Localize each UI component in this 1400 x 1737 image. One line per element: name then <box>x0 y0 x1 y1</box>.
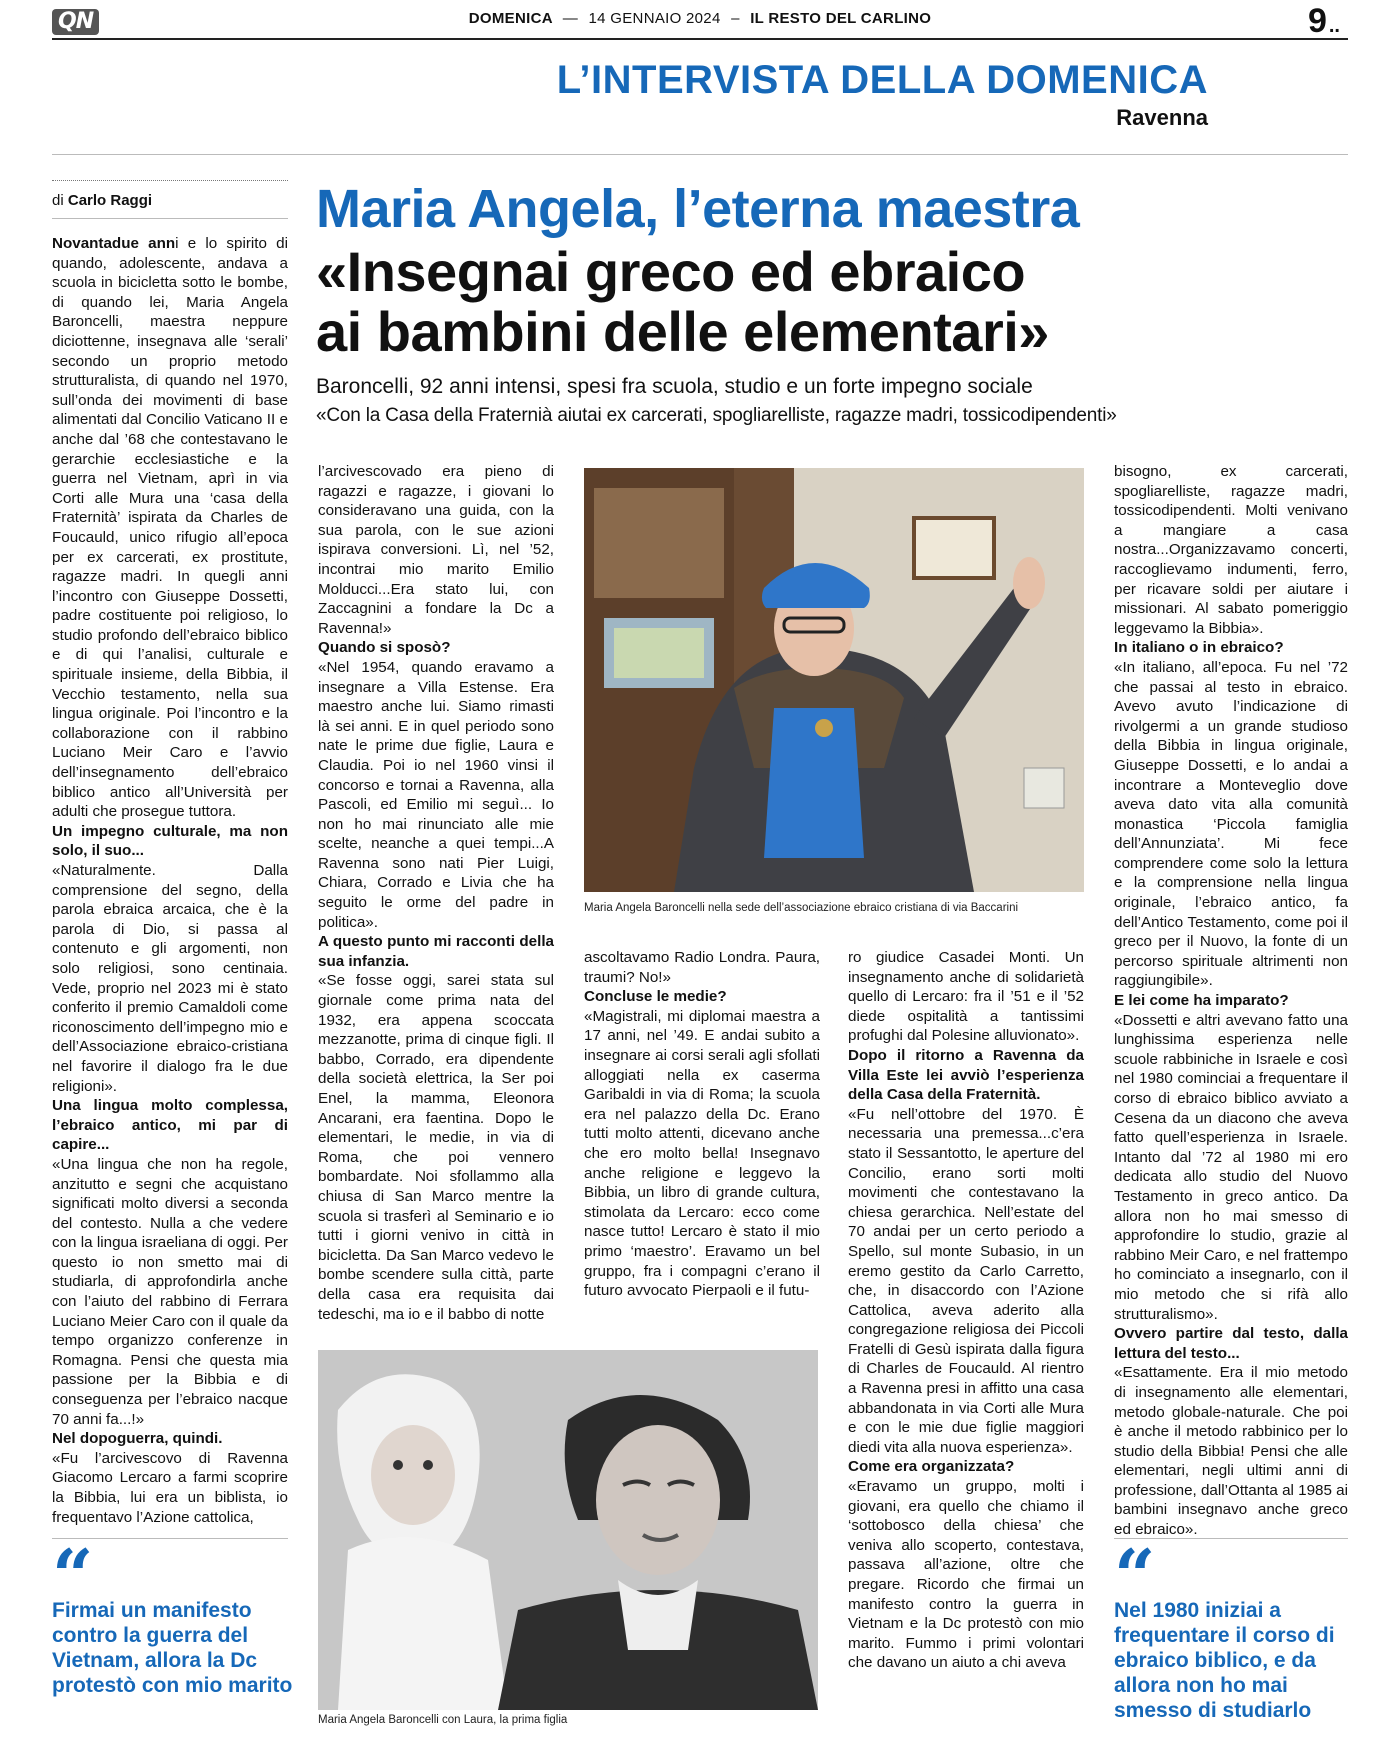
section-title: L’INTERVISTA DELLA DOMENICA <box>556 58 1208 102</box>
answer: «Dossetti e altri avevano fatto una lunghissima esperienza nelle scuole rabbiniche in Israele e così nel 1980 cominciai a frequentare il corso di ebraico biblico avviato a Cesena da un diacono che aveva fatto quell’esperienza in Israele. Intanto dal ’72 al 1980 mi ero dedicata allo studio del Nuovo Testamento in greco antico. Da allora non ho mai smesso di approfondire lo studio, grazie al rabbino Meir Caro, e nel frattempo ho cominciato a insegnarlo, con il mio metodo che si rifà allo strutturalismo». <box>1114 1011 1348 1323</box>
section-city: Ravenna <box>1116 105 1208 130</box>
question: Un impegno culturale, ma non solo, il suo... <box>52 822 288 860</box>
answer: l’arcivescovado era pieno di ragazzi e ragazze, i giovani lo consideravano una guida, con la sua parola, con le sue azioni ispirava conversioni. Lì, nel ’52, incontrai mio marito Emilio Molducci...Era stato lui, con Zaccagnini a fondare la Dc a Ravenna!» <box>318 463 554 637</box>
article-column-2 <box>318 462 554 1323</box>
answer: «In italiano, all’epoca. Fu nel ’72 che passai al testo in ebraico. Avevo avuto l’indicazione di rivolgermi a un grande studioso della Bibbia in lingua originale, Giuseppe Dossetti, e lo andai a incontrare a Monteveglio dove aveva dato vita alla comunità monastica ‘Piccola famiglia dell’Annunziata’. Mi fece comprendere come solo la lettura e la comprensione nella lingua originale, l’ebraico antico, fa dell’Antico Testamento, come poi il greco per il Nuovo, la fonte di un percorso spirituale altrimenti non raggiungibile». <box>1114 658 1348 990</box>
question: Quando si sposò? <box>318 639 451 657</box>
section-divider <box>52 154 1348 155</box>
byline-rule-bottom <box>52 218 288 219</box>
answer: ascoltavamo Radio Londra. Paura, traumi? No!» <box>584 949 820 986</box>
article-column-1 <box>52 234 288 1524</box>
photo-maria-angela-with-laura-image <box>318 1350 818 1710</box>
headline-line-1: Maria Angela, l’eterna maestra <box>316 179 1080 239</box>
answer: «Una lingua che non ha regole, anzitutto e segni che acquistano significati molto diversi a seconda del contesto. Nulla a che vedere con la lingua israeliana di oggi. Per questo io non smetto mai di studiarla, di approfondirla anche con l’aiuto del rabbino di Ferrara Luciano Meier Caro con il quale da tempo organizzo conferenze in Romagna. Pensi che questa mia passione per la Bibbia e di conseguenza per l’ebraico nacque 70 anni fa...!» <box>52 1155 288 1428</box>
dateline-dash-2: – <box>731 10 740 27</box>
dateline-paper: IL RESTO DEL CARLINO <box>750 10 932 27</box>
qn-logo: QN <box>52 9 99 35</box>
photo-caption-2: Maria Angela Baroncelli con Laura, la prima figlia <box>318 1714 568 1726</box>
question: Nel dopoguerra, quindi. <box>52 1430 223 1448</box>
byline-author: Carlo Raggi <box>67 192 153 209</box>
headline-line-3: ai bambini delle elementari» <box>316 300 1049 363</box>
article-column-5 <box>1114 462 1348 1550</box>
answer: «Nel 1954, quando eravamo a insegnare a Villa Estense. Era maestro anche lui. Siamo rimasti là sei anni. E in quel periodo sono nate le prime due figlie, Laura e Claudia. Poi io nel 1960 vinsi il concorso e tornai a Ravenna, alla Pascoli, ed Emilio mi seguì... Io non ho mai rinunciato alle mie scelte, neanche a quei tempi...A Ravenna sono nati Pier Luigi, Chiara, Corrado e Livia che ha seguito le orme del padre in politica». <box>318 658 554 931</box>
answer: «Fu l’arcivescovo di Ravenna Giacomo Lercaro a farmi scoprire la Bibbia, lui era un biblista, io frequentavo l’Azione cattolica, <box>52 1449 288 1526</box>
dateline <box>52 10 1348 27</box>
answer: «Esattamente. Era il mio metodo di insegnamento alle elementari, metodo globale-naturale. Che poi è anche il metodo rabbinico per lo studio della Bibbia! Pensi che alle elementari, negli ultimi anni di professione, dall’Ottanta al 1985 ai bambini insegnavo anche greco ed ebraico». <box>1114 1364 1348 1539</box>
headline-block <box>316 180 1348 428</box>
byline <box>52 192 152 209</box>
question: Ovvero partire dal testo, dalla lettura del testo... <box>1114 1325 1348 1362</box>
lead-paragraph: Novantadue anni e lo spirito di quando, adolescente, andava a scuola in bicicletta sotto le bombe, di quando lei, Maria Angela Baroncelli, maestra neppure diciottenne, insegnava alle ‘serali’ secondo un proprio metodo strutturalista, di quando nel 1970, sull’onda dei movimenti di base alimentati dal Concilio Vaticano II e anche dal ’68 che contestavano le gerarchie ecclesiastiche e la guerra nel Vietnam, aprì in via Corti alle Mura una ‘casa della Fraternità’ ispirata da Charles de Foucauld, unico rifugio all’epoca per ex carcerati, ex prostitute, ragazze madri. In quegli anni l’incontro con Giuseppe Dossetti, padre costituente poi religioso, lo studio profondo dell’ebraico biblico e di qui l’analisi, culturale e spirituale insieme, della Bibbia, il Vecchio testamento, nella sua lingua originale. Poi l’incontro e la collaborazione con il rabbino Luciano Meir Caro e l’avvio dell’insegnamento dell’ebraico biblico antico all’Università per adulti che prosegue tuttora. <box>52 235 288 821</box>
question: E lei come ha imparato? <box>1114 992 1289 1010</box>
photo-maria-angela-office <box>584 468 1084 892</box>
headline-line-2: «Insegnai greco ed ebraico <box>316 240 1026 303</box>
photo-caption-1: Maria Angela Baroncelli nella sede dell’associazione ebraico cristiana di via Baccarini <box>584 902 1019 914</box>
pullquote-right-text: Nel 1980 iniziai a frequentare il corso di ebraico biblico, e da allora non ho mai smesso di studiarlo <box>1114 1599 1335 1722</box>
byline-prefix: di <box>52 192 64 209</box>
page-number: 9 .. <box>1307 2 1340 40</box>
question: Una lingua molto complessa, l’ebraico antico, mi par di capire... <box>52 1097 288 1154</box>
question: In italiano o in ebraico? <box>1114 639 1284 657</box>
dateline-dash: — <box>562 10 579 27</box>
answer: ro giudice Casadei Monti. Un insegnamento anche di solidarietà quello di Lercaro: fra il ’51 e il ’52 diede ospitalità a tantissimi profughi dal Polesine alluvionato». <box>848 949 1084 1045</box>
answer: «Magistrali, mi diplomai maestra a 17 anni, nel ’49. E andai subito a insegnare ai corsi serali agli sfollati alloggiati nella ex caserma Garibaldi in via di Roma; la scuola era nel palazzo della Dc. Erano tutti molto attenti, dicevano anche che ero molto bella! Insegnavo anche religione e leggevo la Bibbia, un libro di grande cultura, stimolata da Lercaro: ecco come nasce tutto! Lercaro è stato il mio primo ‘maestro’. Eravamo un bel gruppo, fra i compagni c’erano il futuro avvocato Pierpaoli e il futu- <box>584 1007 820 1300</box>
answer: «Se fosse oggi, sarei stata sul giornale come prima nata del 1932, era appena scoccata mezzanotte, prima di cinque figli. Il babbo, Corrado, era dipendente della società elettrica, la Ser poi Enel, la mamma, Eleonora Ancarani, era faentina. Dopo le elementari, le medie, in via di Roma, che poi vennero bombardate. Noi sfollammo alla chiusa di San Marco mentre la scuola si trasferì al Seminario e io tutti i giorni venivo in città in bicicletta. Da San Marco vedevo le bombe scendere sulla città, parte della casa era requisita dai tedeschi, ma io e il babbo di notte <box>318 972 554 1323</box>
article-column-3 <box>584 948 820 1334</box>
pullquote-left <box>52 1533 302 1698</box>
answer: bisogno, ex carcerati, spogliarelliste, ragazze madri, tossicodipendenti. Molti venivano a mangiare a casa nostra...Organizzavamo concerti, raccoglievamo indumenti, ferro, per ricavare soldi per aiutare i missionari. Al sabato pomeriggio leggevamo la Bibbia». <box>1114 463 1348 637</box>
byline-rule-top <box>52 180 288 181</box>
quote-mark-icon: “ <box>1114 1533 1156 1618</box>
pullquote-right <box>1114 1533 1350 1723</box>
photo-maria-angela-office-image <box>584 468 1084 892</box>
dateline-day: DOMENICA <box>468 10 553 27</box>
question: Concluse le medie? <box>584 988 727 1006</box>
photo-maria-angela-with-laura <box>318 1350 818 1710</box>
answer: «Fu nell’ottobre del 1970. È necessaria una premessa...c’era stato il Sessantotto, le aperture del Concilio, erano sorti molti movimenti che contestavano la chiesa gerarchica. Nell’estate del 70 andai per un certo periodo a Spello, sul monte Subasio, in un eremo gestito da Carlo Carretto, che, in disaccordo con l’Azione Cattolica, aveva aderito alla congregazione religiosa dei Piccoli Fratelli di Gesù ispirata dalla figura di Charles de Foucauld. Al rientro a Ravenna presi in affitto una casa abbandonata in via Corti alle Mura e con le mie due figlie maggiori diedi vita alla nuova esperienza». <box>848 1105 1084 1456</box>
answer: «Naturalmente. Dalla comprensione del segno, della parola ebraica arcaica, che è la parola di Dio, si passa al contenuto e gli argomenti, non solo religiosi, sono centinaia. Vede, proprio nel 2023 mi è stato conferito il premio Camaldoli come riconoscimento dell’impegno mio e dell’Associazione ebraico-cristiana nel favorire il dialogo fra le due religioni». <box>52 862 288 1095</box>
question: A questo punto mi racconti della sua infanzia. <box>318 933 554 970</box>
quote-mark-icon: “ <box>52 1533 94 1618</box>
masthead <box>52 2 1348 40</box>
answer: «Eravamo un gruppo, molti i giovani, era quello che chiamo il ‘sottobosco della chiesa’ che veniva allo scoperto, contestava, passava all’azione, oltre che pregare. Ricordo che firmai un manifesto contro la guerra in Vietnam e la Dc protestò con mio marito. Fummo i primi volontari che davano un aiuto a chi aveva <box>848 1478 1084 1672</box>
dateline-date: 14 GENNAIO 2024 <box>588 10 721 27</box>
deck-2: «Con la Casa della Fraternià aiutai ex carcerati, spogliarelliste, ragazze madri, tossicodipendenti» <box>316 405 1117 426</box>
deck-1: Baroncelli, 92 anni intensi, spesi fra scuola, studio e un forte impegno sociale <box>316 375 1033 398</box>
article-column-4 <box>848 948 1084 1728</box>
question: Come era organizzata? <box>848 1458 1015 1476</box>
pullquote-left-text: Firmai un manifesto contro la guerra del Vietnam, allora la Dc protestò con mio marito <box>52 1599 293 1697</box>
question: Dopo il ritorno a Ravenna da Villa Este lei avviò l’esperienza della Casa della Fraternità. <box>848 1046 1084 1104</box>
